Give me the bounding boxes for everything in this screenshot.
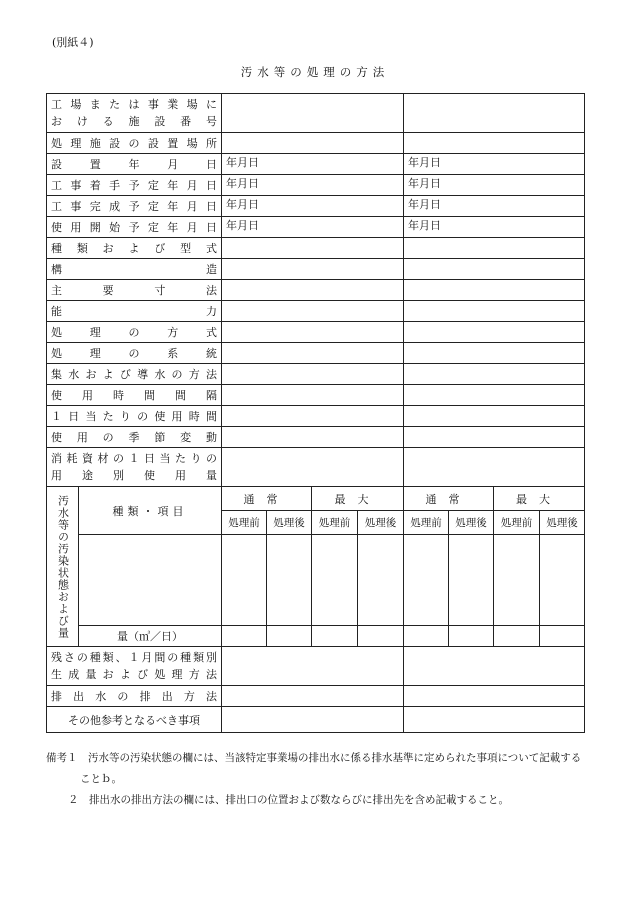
other-value-2[interactable] bbox=[404, 707, 585, 733]
residue-value-2[interactable] bbox=[404, 647, 585, 686]
pollution-cell[interactable] bbox=[312, 535, 358, 626]
document-title: 汚水等の処理の方法 bbox=[240, 65, 390, 79]
consumables-value-2[interactable] bbox=[404, 448, 585, 487]
facility-number-line1: 工場または事業場に bbox=[51, 98, 217, 111]
capacity-value-1[interactable] bbox=[222, 301, 404, 322]
amount-cell[interactable] bbox=[494, 626, 540, 647]
form-table bbox=[46, 93, 585, 733]
note-1: 備考１ 汚水等の汚染状態の欄には、当該特定事業場の排出水に係る排水基準に定められた事項について記載することｂ。 bbox=[46, 752, 582, 785]
location-value-2[interactable] bbox=[404, 133, 585, 154]
pollution-label-text: 汚水等の汚染状態および量 bbox=[56, 494, 70, 639]
dimensions-value-2[interactable] bbox=[404, 280, 585, 301]
facility-number-label bbox=[47, 94, 222, 133]
install-date-value-2[interactable]: 年月日 bbox=[404, 154, 585, 175]
consumables-label bbox=[47, 448, 222, 487]
max-header-1: 最大 bbox=[312, 487, 404, 511]
seasonal-value-1[interactable] bbox=[222, 427, 404, 448]
before-header: 処理前 bbox=[494, 511, 540, 535]
construction-start-value-1[interactable]: 年月日 bbox=[222, 175, 404, 196]
amount-cell[interactable] bbox=[358, 626, 404, 647]
daily-hours-value-2[interactable] bbox=[404, 406, 585, 427]
note-2: ２ 排出水の排出方法の欄には、排出口の位置および数ならびに排出先を含め記載すること。 bbox=[68, 794, 509, 806]
collection-label: 集水および導水の方法 bbox=[47, 364, 222, 385]
notes bbox=[46, 748, 591, 811]
treatment-method-value-2[interactable] bbox=[404, 322, 585, 343]
treatment-method-value-1[interactable] bbox=[222, 322, 404, 343]
residue-value-1[interactable] bbox=[222, 647, 404, 686]
amount-cell[interactable] bbox=[540, 626, 585, 647]
collection-value-1[interactable] bbox=[222, 364, 404, 385]
pollution-cell[interactable] bbox=[449, 535, 494, 626]
seasonal-value-2[interactable] bbox=[404, 427, 585, 448]
type-model-value-1[interactable] bbox=[222, 238, 404, 259]
pollution-cell[interactable] bbox=[267, 535, 312, 626]
treatment-method-label: 処理の方式 bbox=[47, 322, 222, 343]
discharge-value-1[interactable] bbox=[222, 686, 404, 707]
use-start-value-1[interactable]: 年月日 bbox=[222, 217, 404, 238]
pollution-cell[interactable] bbox=[222, 535, 267, 626]
structure-value-2[interactable] bbox=[404, 259, 585, 280]
amount-cell[interactable] bbox=[449, 626, 494, 647]
consumables-value-1[interactable] bbox=[222, 448, 404, 487]
facility-number-value-1[interactable] bbox=[222, 94, 404, 133]
type-model-value-2[interactable] bbox=[404, 238, 585, 259]
capacity-value-2[interactable] bbox=[404, 301, 585, 322]
facility-number-line2: おける施設番号 bbox=[51, 115, 217, 128]
install-date-value-1[interactable]: 年月日 bbox=[222, 154, 404, 175]
treatment-system-value-1[interactable] bbox=[222, 343, 404, 364]
use-start-value-2[interactable]: 年月日 bbox=[404, 217, 585, 238]
seasonal-label: 使用の季節変動 bbox=[47, 427, 222, 448]
amount-cell[interactable] bbox=[312, 626, 358, 647]
use-interval-value-1[interactable] bbox=[222, 385, 404, 406]
dimensions-value-1[interactable] bbox=[222, 280, 404, 301]
before-header: 処理前 bbox=[222, 511, 267, 535]
after-header: 処理後 bbox=[358, 511, 404, 535]
daily-hours-label: １日当たりの使用時間 bbox=[47, 406, 222, 427]
max-header-2: 最大 bbox=[494, 487, 585, 511]
facility-number-value-2[interactable] bbox=[404, 94, 585, 133]
before-header: 処理前 bbox=[312, 511, 358, 535]
normal-header-1: 通常 bbox=[222, 487, 312, 511]
daily-hours-value-1[interactable] bbox=[222, 406, 404, 427]
residue-label bbox=[47, 647, 222, 686]
pollution-label bbox=[47, 487, 79, 647]
treatment-system-label: 処理の系統 bbox=[47, 343, 222, 364]
construction-start-value-2[interactable]: 年月日 bbox=[404, 175, 585, 196]
type-model-label: 種類および型式 bbox=[47, 238, 222, 259]
capacity-label: 能力 bbox=[47, 301, 222, 322]
kind-item-label: 種類・項目 bbox=[79, 487, 222, 535]
form-id: (別紙４) bbox=[52, 36, 94, 49]
construction-end-value-1[interactable]: 年月日 bbox=[222, 196, 404, 217]
amount-label: 量（㎥／日） bbox=[79, 626, 222, 647]
use-interval-label: 使用時間間隔 bbox=[47, 385, 222, 406]
amount-cell[interactable] bbox=[404, 626, 449, 647]
residue-line1: 残さの種類、１月間の種類別 bbox=[51, 651, 217, 664]
discharge-label: 排出水の排出方法 bbox=[47, 686, 222, 707]
location-label: 処理施設の設置場所 bbox=[47, 133, 222, 154]
pollution-cell[interactable] bbox=[540, 535, 585, 626]
use-interval-value-2[interactable] bbox=[404, 385, 585, 406]
consumables-line1: 消耗資材の１日当たりの bbox=[51, 452, 217, 465]
after-header: 処理後 bbox=[449, 511, 494, 535]
dimensions-label: 主要寸法 bbox=[47, 280, 222, 301]
structure-value-1[interactable] bbox=[222, 259, 404, 280]
structure-label: 構造 bbox=[47, 259, 222, 280]
install-date-label: 設置年月日 bbox=[47, 154, 222, 175]
residue-line2: 生成量および処理方法 bbox=[51, 668, 217, 681]
pollution-cell[interactable] bbox=[404, 535, 449, 626]
location-value-1[interactable] bbox=[222, 133, 404, 154]
construction-start-label: 工事着手予定年月日 bbox=[47, 175, 222, 196]
discharge-value-2[interactable] bbox=[404, 686, 585, 707]
normal-header-2: 通常 bbox=[404, 487, 494, 511]
before-header: 処理前 bbox=[404, 511, 449, 535]
after-header: 処理後 bbox=[540, 511, 585, 535]
collection-value-2[interactable] bbox=[404, 364, 585, 385]
consumables-line2: 用途別使用量 bbox=[51, 469, 217, 482]
pollution-cell[interactable] bbox=[358, 535, 404, 626]
amount-cell[interactable] bbox=[222, 626, 267, 647]
after-header: 処理後 bbox=[267, 511, 312, 535]
treatment-system-value-2[interactable] bbox=[404, 343, 585, 364]
other-label: その他参考となるべき事項 bbox=[47, 707, 222, 733]
kind-item-value[interactable] bbox=[79, 535, 222, 626]
amount-cell[interactable] bbox=[267, 626, 312, 647]
other-value-1[interactable] bbox=[222, 707, 404, 733]
pollution-cell[interactable] bbox=[494, 535, 540, 626]
construction-end-label: 工事完成予定年月日 bbox=[47, 196, 222, 217]
construction-end-value-2[interactable]: 年月日 bbox=[404, 196, 585, 217]
use-start-label: 使用開始予定年月日 bbox=[47, 217, 222, 238]
